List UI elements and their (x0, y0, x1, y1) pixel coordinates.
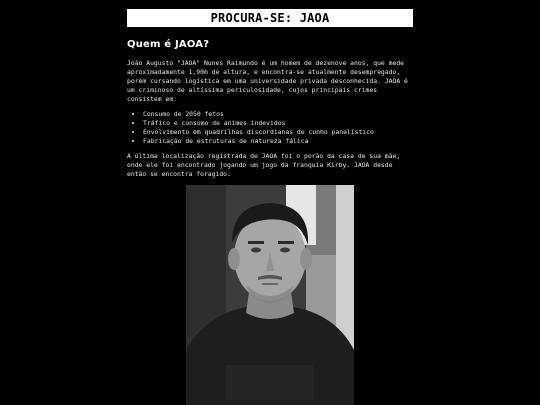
crimes-list (127, 110, 413, 146)
page-title (127, 9, 413, 27)
last-seen-paragraph: A última localização registrada de JAOA foi o porão da casa de sua mãe, onde ele foi encontrado jogando um jogo da franquia Kirby. JAOA desde então se encontra foragido. (127, 152, 401, 178)
page-title-text: PROCURA-SE: JAOA (210, 11, 330, 25)
portrait-photo-icon (186, 185, 354, 405)
list-item: • Envolvimento em quadrilhas discordianas de cunho panelístico (143, 128, 413, 137)
list-item: • Consumo de 2050 fetos (143, 110, 413, 119)
intro-paragraph: João Augusto "JAOA" Nunes Raimundo é um homem de dezenove anos, que mede aproximadamente 1,90m de altura, e encontra-se atualmente desempregado, porém cursando logística em uma universidade privada desconhecida. JAOA é um criminoso de altíssima periculosidade, cujos principais crimes consistem em: (127, 59, 408, 103)
section-heading: Quem é JAOA? (127, 39, 210, 50)
wanted-page (127, 9, 413, 179)
list-item: • Fabricação de estruturas de natureza fálica (143, 137, 413, 146)
suspect-photo (186, 185, 354, 405)
list-item: • Tráfico e consumo de animes indevidos (143, 119, 413, 128)
